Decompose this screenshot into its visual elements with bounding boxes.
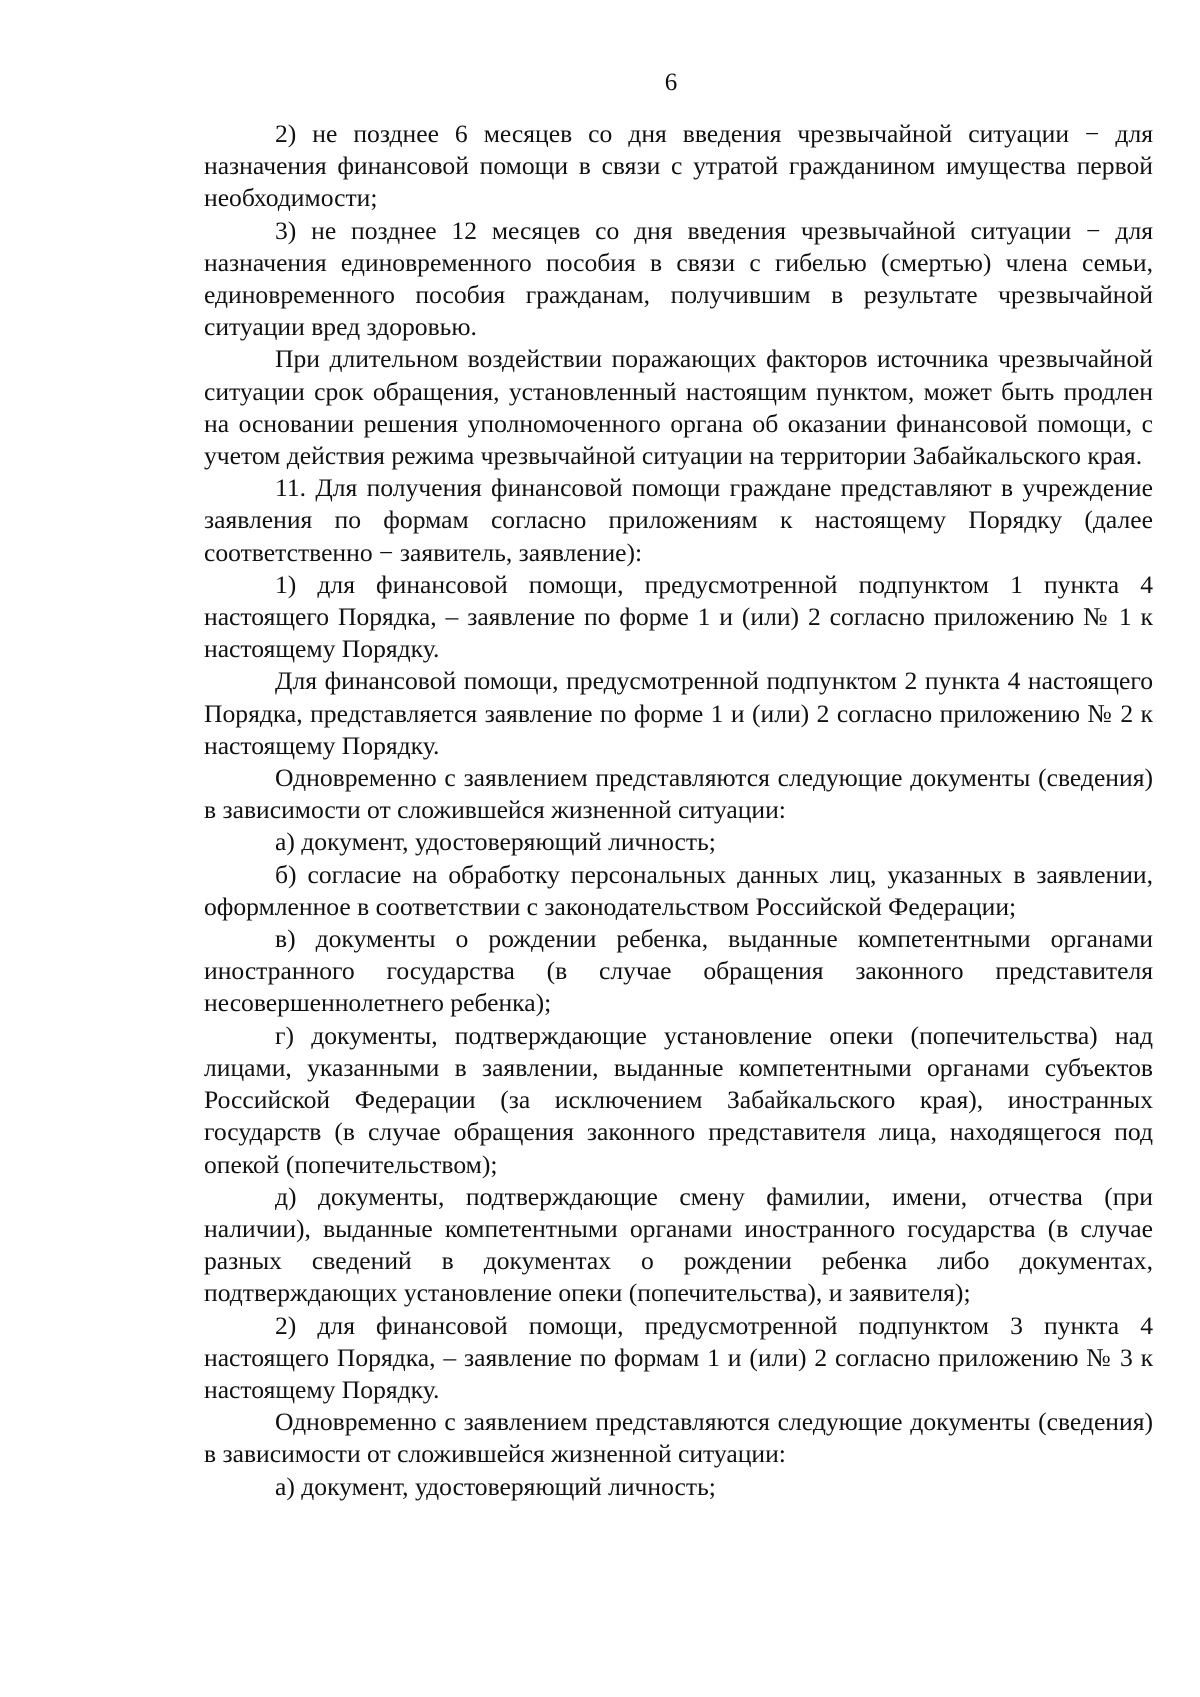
paragraph-subitem-2-application: Для финансовой помощи, предусмотренной подпунктом 2 пункта 4 настоящего Порядка, представляется заявление по форме 1 и (или) 2 согласно приложению № 2 к настоящему Порядку. — [204, 666, 1153, 760]
paragraph-doc-b: б) согласие на обработку персональных данных лиц, указанных в заявлении, оформленное в соответствии с законодательством Российской Федерации; — [204, 859, 1153, 921]
paragraph-doc-d: д) документы, подтверждающие смену фамилии, имени, отчества (при наличии), выданные компетентными органами иностранного государства (в случае разных сведений в документах о рождении ребенка либо документах, подтверждающих установление опеки (попечительства), и заявителя); — [204, 1181, 1153, 1308]
paragraph-doc-g: г) документы, подтверждающие установление опеки (попечительства) над лицами, указанными в заявлении, выданные компетентными органами субъектов Российской Федерации (за исключением Забайкальского края), иностранных государств (в случае обращения законного представителя лица, находящегося под опекой (попечительством); — [204, 1020, 1153, 1179]
page-number: 6 — [664, 69, 678, 96]
paragraph-extension: При длительном воздействии поражающих факторов источника чрезвычайной ситуации срок обращения, установленный настоящим пунктом, может быть продлен на основании решения уполномоченного органа об оказании финансовой помощи, с учетом действия режима чрезвычайной ситуации на территории Забайкальского края. — [204, 344, 1153, 471]
paragraph-clause-11: 11. Для получения финансовой помощи граждане представляют в учреждение заявления по формам согласно приложениям к настоящему Порядку (далее соответственно − заявитель, заявление): — [204, 473, 1153, 567]
paragraph-item-2-deadline: 2) не позднее 6 месяцев со дня введения чрезвычайной ситуации − для назначения финансовой помощи в связи с утратой гражданином имущества первой необходимости; — [204, 119, 1153, 213]
paragraph-documents-intro-2: Одновременно с заявлением представляются следующие документы (сведения) в зависимости от сложившейся жизненной ситуации: — [204, 1407, 1153, 1469]
paragraph-documents-intro: Одновременно с заявлением представляются следующие документы (сведения) в зависимости от сложившейся жизненной ситуации: — [204, 763, 1153, 825]
paragraph-item-3-deadline: 3) не позднее 12 месяцев со дня введения чрезвычайной ситуации − для назначения единовременного пособия в связи с гибелью (смертью) члена семьи, единовременного пособия гражданам, получившим в результате чрезвычайной ситуации вред здоровью. — [204, 215, 1153, 342]
paragraph-subitem-2: 2) для финансовой помощи, предусмотренной подпунктом 3 пункта 4 настоящего Порядка, – заявление по формам 1 и (или) 2 согласно приложению № 3 к настоящему Порядку. — [204, 1310, 1153, 1404]
paragraph-subitem-1: 1) для финансовой помощи, предусмотренной подпунктом 1 пункта 4 настоящего Порядка, – заявление по форме 1 и (или) 2 согласно приложению № 1 к настоящему Порядку. — [204, 569, 1153, 664]
paragraph-doc-a-2: а) документ, удостоверяющий личность; — [275, 1471, 716, 1501]
document-body — [204, 118, 1153, 1503]
paragraph-doc-v: в) документы о рождении ребенка, выданные компетентными органами иностранного государства (в случае обращения законного представителя несовершеннолетнего ребенка); — [204, 924, 1153, 1018]
paragraph-doc-a: а) документ, удостоверяющий личность; — [275, 827, 716, 857]
